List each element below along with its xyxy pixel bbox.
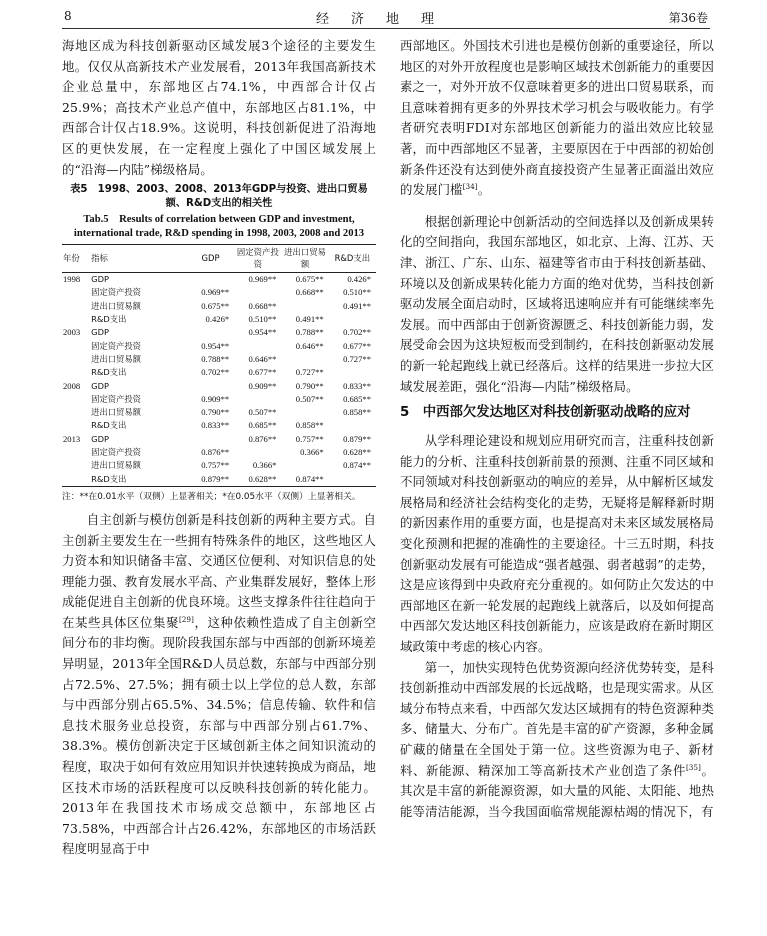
cell-year [62, 300, 90, 313]
cell-rd: 0.879** [343, 433, 371, 444]
volume-label: 第36卷 [668, 11, 708, 25]
text-run: 。其次是丰富的新能源资源，如大量的风能、太阳能、地热能等清洁能源，当今我国面临常规能源枯竭的情况下，有 [400, 762, 714, 819]
cell-trade [281, 406, 328, 419]
table-note: 注：**在0.01水平（双侧）上显著相关；*在0.05水平（双侧）上显著相关。 [62, 491, 361, 502]
cell-year [62, 446, 90, 459]
cell-rd [329, 366, 376, 379]
table-row [62, 393, 376, 406]
col-header-rd: R&D支出 [334, 252, 371, 263]
cell-gdp: 0.909** [201, 393, 230, 404]
paragraph-innovation [62, 510, 376, 860]
cell-rd: 0.702** [343, 327, 371, 338]
correlation-table [62, 244, 376, 487]
cell-gdp: 0.879** [201, 473, 230, 484]
cell-investment: 0.507** [248, 407, 277, 418]
table-row [62, 366, 376, 379]
cell-year [62, 419, 90, 432]
cell-indicator: 固定资产投资 [91, 287, 141, 298]
col-header-investment: 固定资产投资 [236, 247, 279, 269]
cell-rd: 0.833** [343, 380, 371, 391]
col-header-indicator: 指标 [91, 252, 108, 263]
table-row [62, 300, 376, 313]
cell-trade: 0.675** [295, 274, 324, 285]
table-row [62, 340, 376, 353]
cell-investment: 0.628** [248, 473, 277, 484]
cell-year [62, 286, 90, 299]
table-row [62, 473, 376, 487]
table-header-row [62, 245, 376, 273]
journal-title: 经济地理 [315, 12, 456, 27]
cell-indicator: R&D支出 [91, 314, 127, 325]
cell-rd [329, 313, 376, 326]
cell-year: 1998 [63, 274, 81, 285]
paragraph-research: 从学科理论建设和规划应用研究而言，注重科技创新能力的分析、注重科技创新前景的预测、注重不同区域和不同领域对科技创新驱动的响应的差异，从中解析区域发展格局和经济社会结构变化的走势，无疑将是解释新时期的新因素作用的重要方面，也是提高对未来区域发展格局变化预测和把握的准确性的主要途径。十三五时期，科技创新驱动发展有可能造成“强者越强、弱者越弱”的走势，这是应该得到中央政府充分重视的。如何防止欠发达的中西部地区在新一轮发展的起跑线上就落后，以及如何提高中西部欠发达地区科技创新能力，应该是政府在新时期区域政策中考虑的核心内容。 [400, 433, 714, 655]
text-run: 自主创新与模仿创新是科技创新的两种主要方式。自主创新主要发生在一些拥有特殊条件的地区，这些地区人力资本和知识储备丰富、交通区位便利、对知识信息的处理能力强、教育发展水平高、产业集群发展好，整体上形成能促进自主创新的优良环境。这些支撑条件往往趋向于在某些具体区位集聚 [62, 511, 376, 630]
cell-trade: 0.858** [295, 420, 324, 431]
page-number: 8 [64, 9, 72, 23]
text-run: 。 [477, 182, 491, 198]
cell-rd: 0.677** [343, 340, 371, 351]
cell-investment: 0.677** [248, 367, 277, 378]
cell-investment: 0.668** [248, 300, 277, 311]
cell-gdp: 0.833** [201, 420, 230, 431]
cell-investment: 0.646** [248, 353, 277, 364]
table-body [62, 273, 376, 487]
cell-indicator: R&D支出 [91, 473, 127, 484]
table-row [62, 286, 376, 299]
cell-investment: 0.510** [248, 314, 277, 325]
cell-rd: 0.426* [347, 274, 371, 285]
cell-gdp: 0.702** [201, 367, 230, 378]
paragraph-continued [400, 36, 714, 201]
cell-rd [329, 419, 376, 432]
table-caption-en: Tab.5 Results of correlation between GDP and investment, international trade, R&D spending in 1998, 2003, 2008 and 2013 [73, 214, 365, 239]
cell-gdp: 0.790** [201, 407, 230, 418]
text-run: 第一，加快实现特色优势资源向经济优势转变，是科技创新推动中西部发展的长远战略，也是现实需求。从区域分布特点来看，中西部欠发达区域拥有的特色资源种类多、储量大、分布广。首先是丰富的矿产资源，多种金属矿藏的储量在全国处于第一位。这些资源为电子、新材料、新能源、精深加工等高新技术产业创造了条件 [400, 659, 714, 778]
cell-investment: 0.969** [248, 274, 277, 285]
cell-trade: 0.757** [295, 433, 324, 444]
table-row [62, 459, 376, 472]
section-heading: 5 中西部欠发达地区对科技创新驱动战略的应对 [400, 405, 691, 421]
paragraph-continued: 海地区成为科技创新驱动区域发展3个途径的主要发生地。仅仅从高新技术产业发展看，2013年我国高新技术企业总量中，东部地区占74.1%，中西部合计仅占25.9%；高技术产业总产值中，东部地区占81.1%，中西部合计仅占18.9%。这说明，科技创新促进了沿海地区的更快发展，在一定程度上强化了中国区域发展上的“沿海—内陆”梯级格局。 [62, 38, 376, 177]
cell-trade: 0.727** [295, 367, 324, 378]
table-row [62, 353, 376, 366]
col-header-year: 年份 [63, 252, 80, 263]
table-row [62, 326, 376, 339]
cell-year: 2013 [63, 433, 81, 444]
cell-year: 2003 [63, 327, 81, 338]
cell-year [62, 393, 90, 406]
cell-trade: 0.874** [295, 473, 324, 484]
cell-year [62, 473, 90, 487]
cell-gdp: 0.969** [201, 287, 230, 298]
citation: [34] [462, 183, 478, 192]
citation: [35] [686, 763, 701, 772]
table-row [62, 313, 376, 326]
cell-investment [234, 340, 281, 353]
text-run: ，这种依赖性造成了自主创新空间分布的非均衡。现阶段我国东部与中西部的创新环境差异明显，2013年全国R&D人员总数，东部与中西部分别占72.5%、27.5%；拥有硕士以上学位的总人数，东部与中西部分别占65.5%、34.5%；信息传输、软件和信息技术服务业总投资，东部与中西部分别占61.7%、38.3%。模仿创新决定于区域创新主体之间知识流动的程度，取决于如何有效应用知识并快速转换成为商品，地区技术市场的活跃程度可以反映科技创新的转化能力。2013年在我国技术市场成交总额中，东部地区占73.58%，中西部合计占26.42%，东部地区的市场活跃程度明显高于中 [62, 614, 376, 857]
cell-trade: 0.790** [295, 380, 324, 391]
cell-investment: 0.876** [248, 433, 277, 444]
cell-gdp [187, 326, 234, 339]
cell-gdp: 0.757** [201, 460, 230, 471]
cell-investment: 0.685** [248, 420, 277, 431]
cell-trade [281, 353, 328, 366]
cell-rd: 0.510** [343, 287, 371, 298]
col-header-gdp: GDP [201, 252, 220, 263]
cell-year [62, 340, 90, 353]
col-header-trade: 进出口贸易额 [284, 247, 327, 269]
cell-year [62, 459, 90, 472]
cell-gdp: 0.876** [201, 447, 230, 458]
cell-gdp: 0.675** [201, 300, 230, 311]
cell-indicator: 固定资产投资 [91, 340, 141, 351]
cell-trade [281, 300, 328, 313]
cell-gdp [187, 380, 234, 393]
paragraph-theory: 根据创新理论中创新活动的空间选择以及创新成果转化的空间指向，我国东部地区，如北京、上海、江苏、天津、浙江、广东、山东、福建等省市由于科技创新基础、环境以及创新成果转化能力方面的绝对优势，当科技创新驱动发展全面启动时，区域将迅速响应并有可能继续率先发展。而中西部由于创新资源匮乏、科技创新能力弱，发展受命会因为这块短板而受到制约，在科技创新驱动发展的新一轮起跑线上就已经落后。这样的结果进一步拉大区域发展差距，强化“沿海—内陆”梯级格局。 [400, 213, 714, 394]
cell-indicator: R&D支出 [91, 420, 127, 431]
cell-indicator: R&D支出 [91, 367, 127, 378]
table-row [62, 419, 376, 432]
cell-rd: 0.628** [343, 447, 371, 458]
cell-investment: 0.366* [252, 460, 277, 471]
cell-year [62, 313, 90, 326]
cell-investment [234, 446, 281, 459]
cell-indicator: 进出口贸易额 [91, 460, 141, 471]
cell-rd [329, 473, 376, 487]
running-header [62, 6, 710, 29]
cell-year [62, 366, 90, 379]
cell-indicator: 固定资产投资 [91, 447, 141, 458]
right-column [400, 36, 714, 822]
cell-rd: 0.858** [343, 407, 371, 418]
cell-trade: 0.366* [300, 447, 324, 458]
citation: [29] [179, 615, 194, 624]
cell-rd: 0.685** [343, 393, 371, 404]
cell-gdp [187, 433, 234, 446]
cell-gdp [187, 273, 234, 287]
text-run: 西部地区。外国技术引进也是模仿创新的重要途径，所以地区的对外开放程度也是影响区域技术创新能力的重要因素之一，对外开放不仅意味着更多的进出口贸易联系，而且意味着拥有更多的外界技术学习机会与吸收能力。有学者研究表明FDI对东部地区创新能力的溢出效应比较显著，而中西部地区不显著，主要原因在于中西部的初始创新条件还没有达到使外商直接投资产生显著正面溢出效应的发展门槛 [400, 38, 714, 198]
cell-investment: 0.954** [248, 327, 277, 338]
cell-year [62, 406, 90, 419]
table-caption-cn: 表5 1998、2003、2008、2013年GDP与投资、进出口贸易额、R&D支出的相关性 [70, 184, 368, 210]
cell-indicator: 固定资产投资 [91, 393, 141, 404]
cell-trade: 0.491** [295, 314, 324, 325]
cell-year: 2008 [63, 380, 81, 391]
table-row [62, 406, 376, 419]
cell-trade: 0.788** [295, 327, 324, 338]
cell-gdp: 0.954** [201, 340, 230, 351]
cell-indicator: GDP [91, 433, 109, 444]
cell-year [62, 353, 90, 366]
left-column [62, 36, 376, 860]
cell-gdp: 0.426* [205, 314, 230, 325]
cell-investment: 0.909** [248, 380, 277, 391]
cell-indicator: GDP [91, 380, 109, 391]
cell-trade: 0.668** [295, 287, 324, 298]
cell-trade [281, 459, 328, 472]
cell-investment [234, 393, 281, 406]
table-row [62, 380, 376, 393]
paragraph-first-measure [400, 658, 714, 823]
table-row [62, 273, 376, 287]
cell-indicator: 进出口贸易额 [91, 353, 141, 364]
table-row [62, 433, 376, 446]
cell-indicator: 进出口贸易额 [91, 407, 141, 418]
cell-investment [234, 286, 281, 299]
table-row [62, 446, 376, 459]
cell-rd: 0.491** [343, 300, 371, 311]
cell-indicator: 进出口贸易额 [91, 300, 141, 311]
cell-gdp: 0.788** [201, 353, 230, 364]
cell-trade: 0.646** [295, 340, 324, 351]
cell-trade: 0.507** [295, 393, 324, 404]
cell-indicator: GDP [91, 327, 109, 338]
cell-rd: 0.727** [343, 353, 371, 364]
cell-indicator: GDP [91, 274, 109, 285]
cell-rd: 0.874** [343, 460, 371, 471]
